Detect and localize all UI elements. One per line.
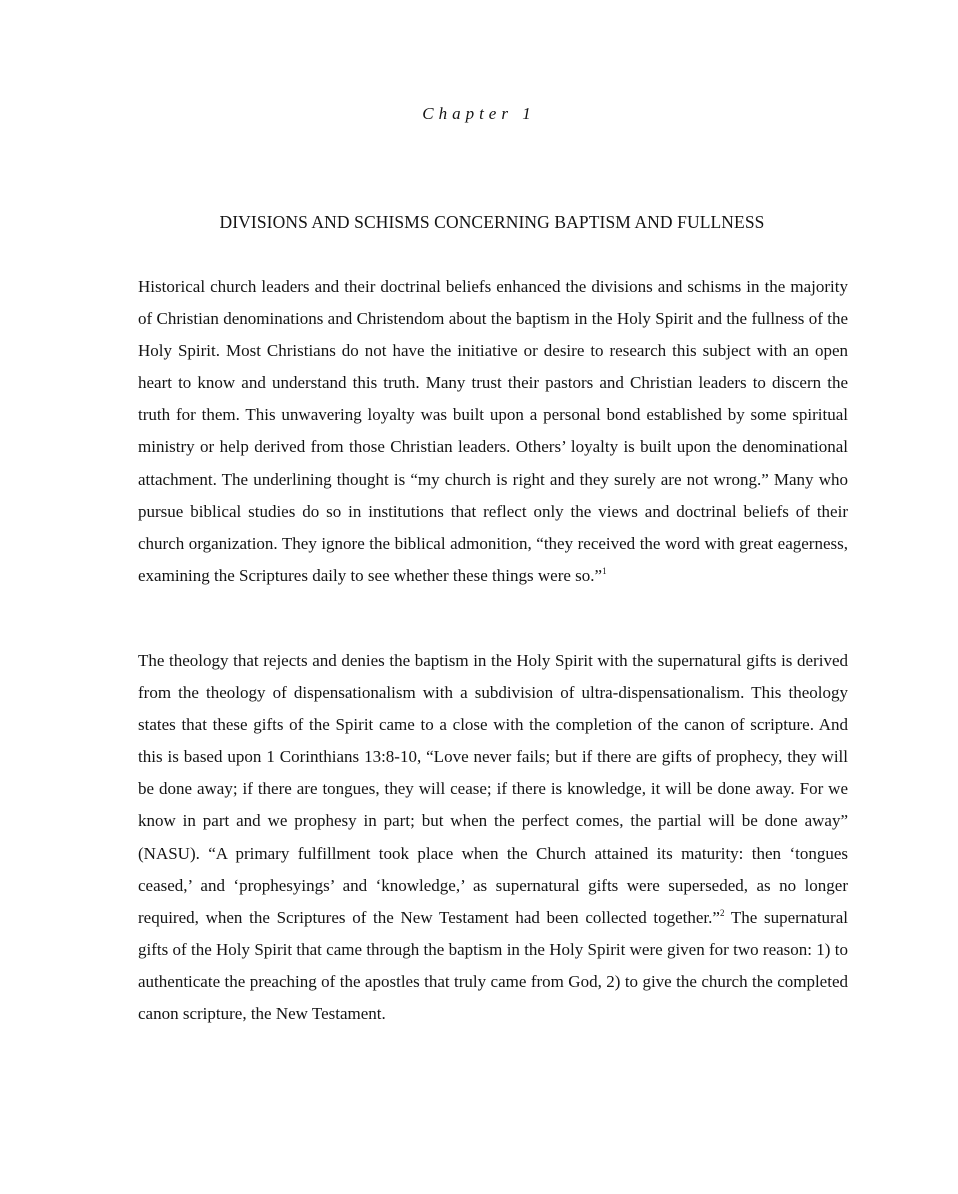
- footnote-ref-2: 2: [719, 907, 725, 918]
- paragraph-1: [138, 271, 848, 592]
- paragraph-2: [138, 645, 848, 1030]
- chapter-title: DIVISIONS AND SCHISMS CONCERNING BAPTISM AND FULLNESS: [219, 212, 765, 232]
- paragraph-1-text: Historical church leaders and their doctrinal beliefs enhanced the divisions and schisms in the majority of Christian denominations and Christendom about the baptism in the Holy Spirit and the fullness of the Holy Spirit. Most Christians do not have the initiative or desire to research this subject with an open heart to know and understand this truth. Many trust their pastors and Christian leaders to discern the truth for them. This unwavering loyalty was built upon a personal bond established by some spiritual ministry or help derived from those Christian leaders. Others’ loyalty is built upon the denominational attachment. The underlining thought is “my church is right and they surely are not wrong.” Many who pursue biblical studies do so in institutions that reflect only the views and doctrinal beliefs of their church organization. They ignore the biblical admonition, “they received the word with great eagerness, examining the Scriptures daily to see whether these things were so.”: [138, 277, 848, 585]
- paragraph-2-text-b: The supernatural gifts of the Holy Spirit that came through the baptism in the Holy Spirit were given for two reason: 1) to authenticate the preaching of the apostles that truly came from God, 2) to give the church the completed canon scripture, the New Testament.: [138, 907, 848, 1024]
- footnote-ref-1: 1: [602, 565, 607, 576]
- paragraph-2-text-a: The theology that rejects and denies the baptism in the Holy Spirit with the supernatural gifts is derived from the theology of dispensationalism with a subdivision of ultra-dispensationalism. This theology states that these gifts of the Spirit came to a close with the completion of the canon of scripture. And this is based upon 1 Corinthians 13:8-10, “Love never fails; but if there are gifts of prophecy, they will be done away; if there are tongues, they will cease; if there is knowledge, it will be done away. For we know in part and we prophesy in part; but when the perfect comes, the partial will be done away” (NASU). “A primary fulfillment took place when the Church attained its maturity: then ‘tongues ceased,’ and ‘prophesyings’ and ‘knowledge,’ as supernatural gifts were superseded, as no longer required, when the Scriptures of the New Testament had been collected together.”: [138, 651, 848, 927]
- chapter-heading: Chapter 1: [422, 104, 536, 123]
